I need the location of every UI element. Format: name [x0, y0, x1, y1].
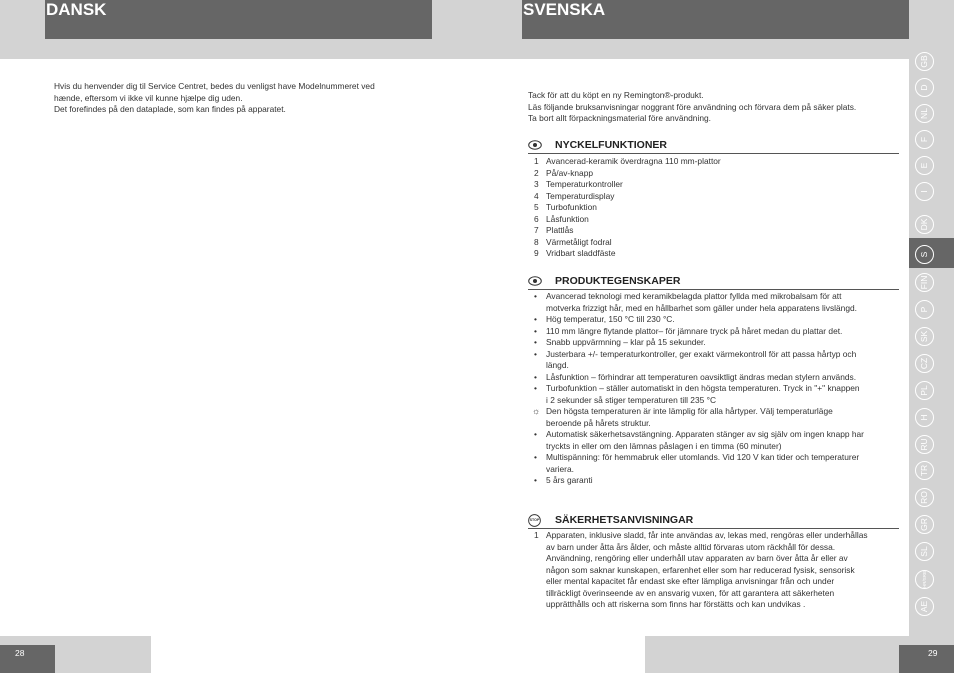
item-text: Multispänning: för hemmabruk eller utomlands. Vid 120 V kan tider och temperaturer variera.	[546, 452, 860, 474]
list-item	[528, 168, 900, 180]
safety-heading	[528, 514, 899, 529]
product-features-heading	[528, 275, 899, 290]
item-number: 5	[534, 202, 539, 212]
language-tab-nl[interactable]: NL	[915, 104, 934, 123]
language-tab-ae[interactable]: AE	[915, 597, 934, 616]
item-text: 110 mm längre flytande plattor– för jämnare tryck på håret medan du plattar det.	[546, 325, 843, 336]
item-text: Hög temperatur, 150 °C till 230 °C.	[546, 314, 675, 324]
item-text: Apparaten, inklusive sladd, får inte användas av, lekas med, rengöras eller underhållas av barn under åtta års ålder, och måste alltid förvaras utom räckhåll för dessa. Användning, rengöring eller underhåll utav apparaten av barn över åtta år eller av någon som saknar kunskapen, erfarenhet eller som har reducerad fysisk, sensorisk eller mental kapacitet får endast ske efter lämpliga anvisningar från och under tillräckligt överinseende av en ansvarig vuxen, för att garantera att säkerheten upprätthålls och att riskerna som finns har förstätts och kan undvikas .	[546, 530, 868, 609]
item-text: Justerbara +/- temperaturkontroller, ger exakt värmekontroll för att passa hårtyp och längd.	[546, 348, 857, 370]
item-number: 1	[534, 530, 539, 540]
list-item	[528, 475, 900, 487]
list-item	[528, 179, 900, 191]
item-text: Temperaturkontroller	[546, 179, 623, 189]
item-number: 9	[534, 248, 539, 258]
bullet: •	[534, 452, 537, 462]
language-sidebar	[909, 40, 954, 636]
item-number: 6	[534, 213, 539, 224]
list-item	[528, 248, 900, 260]
language-tab-pl[interactable]: PL	[915, 381, 934, 400]
bullet: •	[534, 348, 537, 359]
language-tab-gb[interactable]: GB	[915, 52, 934, 71]
list-item	[528, 225, 900, 237]
bullet: •	[534, 314, 537, 324]
language-tab-d[interactable]: D	[915, 78, 934, 97]
item-number: 1	[534, 156, 539, 166]
item-text: Avancerad teknologi med keramikbelagda plattor fyllda med mikrobalsam för att motverka frizzigt hår, med en hållbarhet som gäller under hela apparatens livslängd.	[546, 291, 857, 313]
safety-title: SÄKERHETSANVISNINGAR	[555, 514, 694, 526]
list-item	[528, 383, 900, 406]
language-tab-ru[interactable]: RU	[915, 435, 934, 454]
list-item	[528, 214, 900, 226]
item-text: Turbofunktion	[546, 202, 597, 212]
list-item	[528, 452, 900, 475]
stop-icon-label: STOP	[529, 518, 540, 522]
item-text: Vridbart sladdfäste	[546, 248, 616, 258]
list-item	[528, 337, 900, 349]
list-item	[528, 530, 900, 611]
intro-line-3: Ta bort allt förpackningsmaterial före användning.	[528, 113, 711, 123]
item-number: 4	[534, 190, 539, 201]
list-item	[528, 326, 900, 338]
language-tab-sk[interactable]: SK	[915, 327, 934, 346]
bullet: •	[534, 429, 537, 439]
list-item	[528, 314, 900, 326]
item-text: Låsfunktion – förhindrar att temperaturen oavsiktligt ändras medan stylern används.	[546, 371, 857, 382]
product-features-list	[528, 291, 900, 487]
intro-line-2: Läs följande bruksanvisningar noggrant före användning och förvara dem på säker plats.	[528, 101, 857, 112]
item-text: Värmetåligt fodral	[546, 236, 612, 247]
language-tab-hr-srb[interactable]: HR/SRB	[915, 570, 934, 589]
list-item	[528, 349, 900, 372]
item-text: Låsfunktion	[546, 213, 589, 224]
item-text: 5 års garanti	[546, 475, 593, 485]
item-text: Plattlås	[546, 225, 574, 235]
eye-icon	[528, 276, 542, 286]
dansk-line-3: Det forefindes på den dataplade, som kan findes på apparatet.	[54, 104, 286, 114]
language-tab-tr[interactable]: TR	[915, 461, 934, 480]
list-item	[528, 372, 900, 384]
list-item	[528, 202, 900, 214]
bullet: •	[534, 325, 537, 336]
bullet: •	[534, 383, 537, 393]
bullet: •	[534, 475, 537, 485]
language-tab-f[interactable]: F	[915, 130, 934, 149]
item-number: 3	[534, 179, 539, 189]
product-features-title: PRODUKTEGENSKAPER	[555, 275, 681, 287]
item-text: Snabb uppvärmning – klar på 15 sekunder.	[546, 337, 706, 347]
dansk-line-2: hænde, eftersom vi ikke vil kunne hjælpe dig uden.	[54, 92, 243, 103]
item-text: Temperaturdisplay	[546, 190, 615, 201]
item-text: På/av-knapp	[546, 167, 594, 178]
language-tab-e[interactable]: E	[915, 156, 934, 175]
bullet: •	[534, 291, 537, 301]
item-text: Den högsta temperaturen är inte lämplig för alla hårtyper. Välj temperaturläge beroende på hårets struktur.	[546, 406, 833, 428]
item-text: Avancerad-keramik överdragna 110 mm-plattor	[546, 156, 721, 166]
item-number: 7	[534, 225, 539, 235]
list-item	[528, 156, 900, 168]
list-item	[528, 237, 900, 249]
list-item	[528, 406, 900, 429]
language-tab-cz[interactable]: CZ	[915, 354, 934, 373]
eye-icon	[528, 140, 542, 150]
page-number-box-right	[899, 645, 954, 673]
language-tab-p[interactable]: P	[915, 300, 934, 319]
safety-list	[528, 530, 900, 611]
sun-icon: ☼	[532, 406, 541, 416]
page-number-box-left	[0, 645, 55, 673]
page-number-right: 29	[928, 648, 938, 658]
language-tab-i[interactable]: I	[915, 182, 934, 201]
page-title-svenska: SVENSKA	[523, 0, 606, 19]
key-features-list	[528, 156, 900, 260]
language-tab-fin[interactable]: FIN	[915, 273, 934, 292]
language-tab-gr[interactable]: GR	[915, 515, 934, 534]
language-tab-sl[interactable]: SL	[915, 542, 934, 561]
item-text: Automatisk säkerhetsavstängning. Apparaten stänger av sig själv om ingen knapp har tryckts in eller om den lämnas påslagen i en timma (60 minuter)	[546, 429, 864, 451]
language-tab-h[interactable]: H	[915, 408, 934, 427]
bullet: •	[534, 337, 537, 347]
language-tab-ro[interactable]: RO	[915, 488, 934, 507]
list-item	[528, 291, 900, 314]
item-number: 2	[534, 167, 539, 178]
language-tab-dk[interactable]: DK	[915, 215, 934, 234]
key-features-title: NYCKELFUNKTIONER	[555, 139, 667, 151]
bullet: •	[534, 371, 537, 382]
list-item	[528, 429, 900, 452]
page-number-left: 28	[15, 648, 25, 658]
key-features-heading	[528, 139, 899, 154]
list-item	[528, 191, 900, 203]
item-text: Turbofunktion – ställer automatiskt in den högsta temperaturen. Tryck in "+" knappen i 2 sekunder så stiger temperaturen till 235 °C	[546, 383, 860, 405]
item-number: 8	[534, 236, 539, 247]
intro-line-1: Tack för att du köpt en ny Remington®-produkt.	[528, 90, 704, 100]
page-title-dansk: DANSK	[46, 0, 107, 19]
language-tab-s[interactable]: S	[915, 245, 934, 264]
dansk-line-1: Hvis du henvender dig til Service Centret, bedes du venligst have Modelnummeret ved	[54, 81, 375, 91]
